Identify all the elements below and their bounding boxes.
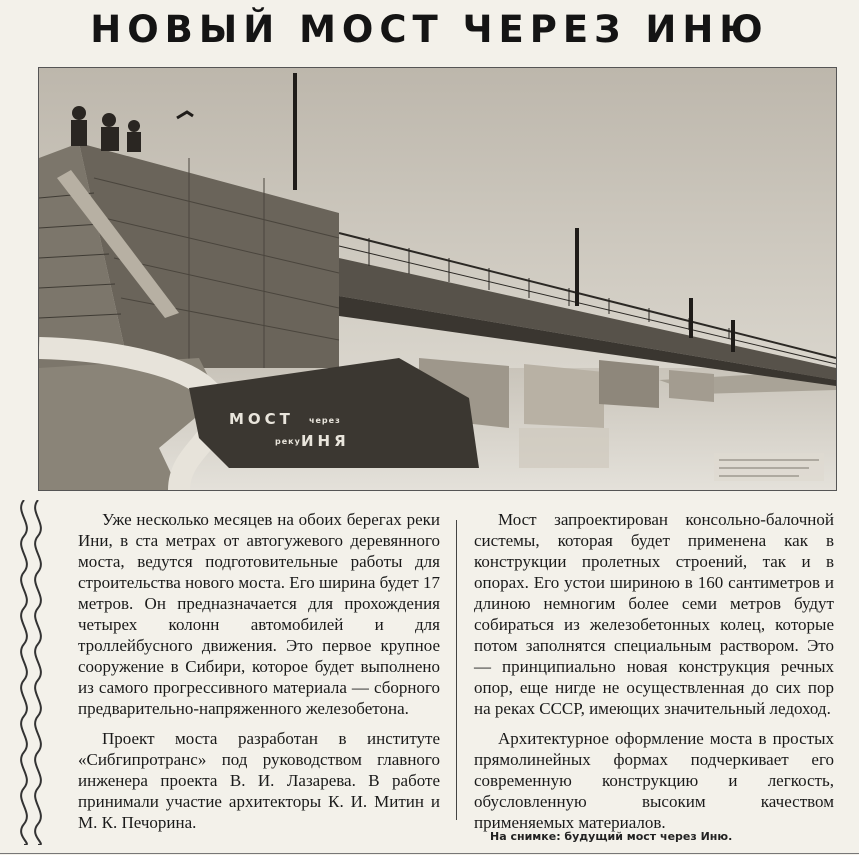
article-column-right [474, 509, 834, 833]
sign-word-river: реку [275, 437, 301, 446]
photo-caption: На снимке: будущий мост через Иню. [490, 830, 733, 843]
article-paragraph: Мост запроектирован консольно-балочной системы, которая будет применена как в конструкции пролетных строений, так и в опорах. Его устои шириною в 160 сантиметров и длиною немногим более семи метров будут собираться из железобетонных колец, которые потом заполнятся специальным раствором. Это — принципиально новая конструкция речных опор, еще нигде не осуществленная до сих пор на реках СССР, имеющих значительный ледоход. [474, 510, 834, 718]
sign-word-across: через [309, 416, 341, 425]
sign-word-bridge: МОСТ [229, 410, 294, 428]
bottom-rule [0, 853, 859, 854]
article-paragraph: Архитектурное оформление моста в простых прямолинейных формах подчеркивает его современную конструкцию и легкость, обусловленную высоким качеством применяемых материалов. [474, 729, 834, 832]
bridge-illustration [38, 67, 837, 491]
article-column-left [78, 509, 440, 833]
ornamental-border [14, 500, 48, 845]
sign-word-inya: ИНЯ [301, 432, 350, 450]
headline: НОВЫЙ МОСТ ЧЕРЕЗ ИНЮ [90, 8, 769, 51]
article-paragraph: Уже несколько месяцев на обоих берегах реки Ини, в ста метрах от автогужевого деревянного моста, ведутся подготовительные работы для строительства нового моста. Его ширина будет 17 метров. Он предназначается для прохождения четырех колонн автомобилей и для троллейбусного движения. Это первое крупное сооружение в Сибири, которое будет выполнено из самого прогрессивного материала — сборного предварительно-напряженного железобетона. [78, 510, 440, 718]
article-paragraph: Проект моста разработан в институте «Сибгипротранс» под руководством главного инженера проекта В. И. Лазарева. В работе принимали участие архитекторы К. И. Митин и М. К. Печорина. [78, 729, 440, 832]
column-divider [456, 520, 457, 820]
